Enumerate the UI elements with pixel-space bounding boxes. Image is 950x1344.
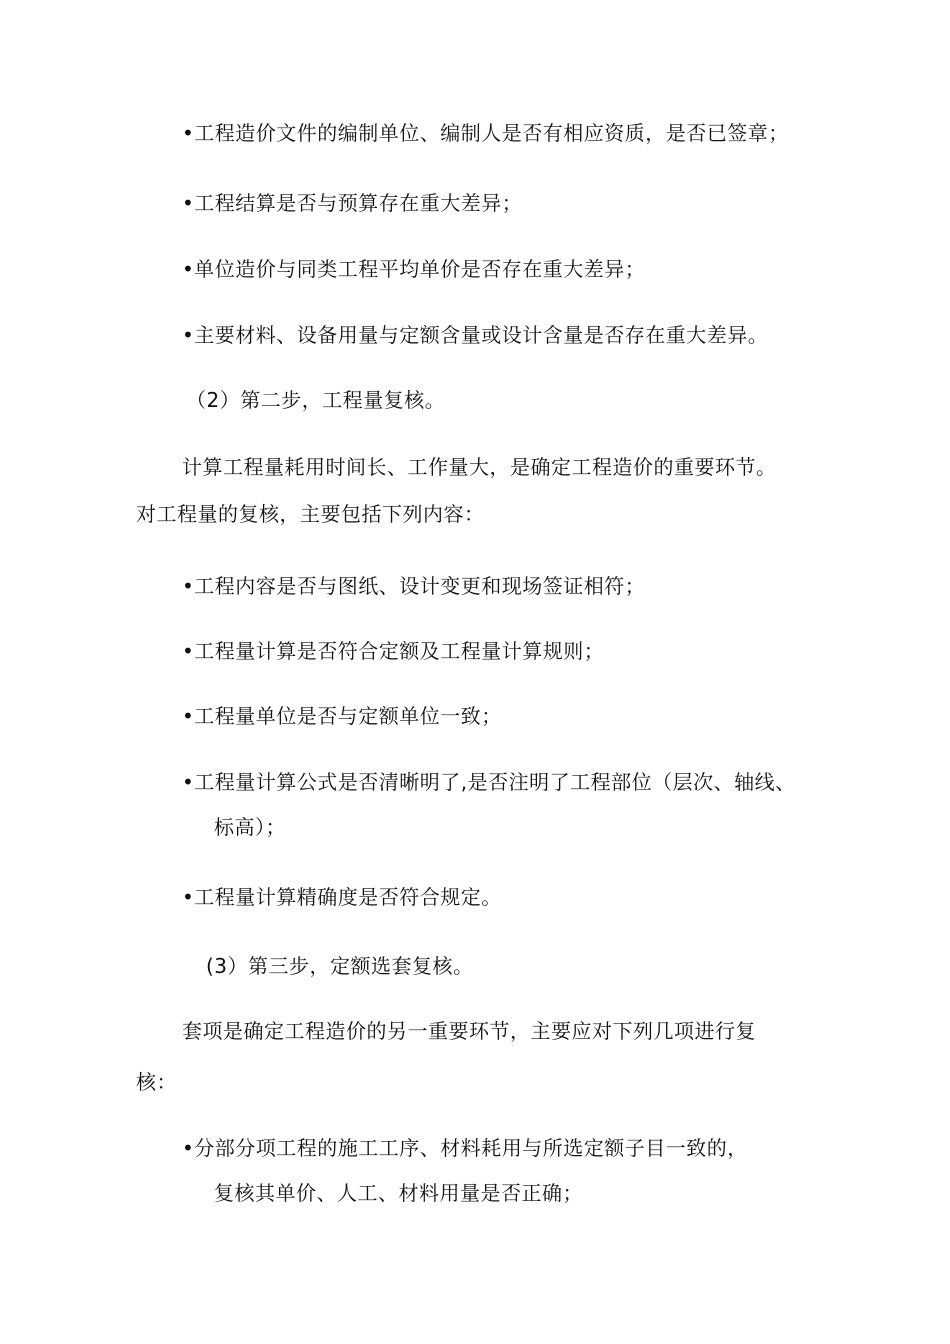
- paragraph-quantity-intro: 计算工程量耗用时间长、工作量大，是确定工程造价的重要环节。: [182, 455, 777, 479]
- paragraph-quantity-intro-cont: 对工程量的复核，主要包括下列内容：: [136, 502, 485, 526]
- bullet-qualification-check: •工程造价文件的编制单位、编制人是否有相应资质，是否已签章；: [182, 121, 789, 145]
- bullet-calculation-rules: •工程量计算是否符合定额及工程量计算规则；: [182, 639, 605, 663]
- bullet-content-match: •工程内容是否与图纸、设计变更和现场签证相符；: [182, 574, 646, 598]
- paragraph-norm-selection-cont: 核：: [136, 1070, 177, 1094]
- bullet-precision: •工程量计算精确度是否符合规定。: [182, 885, 502, 909]
- bullet-formula-clarity-cont: 标高）；: [214, 815, 286, 839]
- bullet-subitem-consistent-cont: 复核其单价、人工、材料用量是否正确；: [214, 1181, 583, 1205]
- step-3-heading: (3）第三步，定额选套复核。: [206, 954, 474, 978]
- bullet-material-quantity: •主要材料、设备用量与定额含量或设计含量是否存在重大差异。: [182, 323, 769, 347]
- step-2-heading: （2）第二步，工程量复核。: [186, 388, 446, 412]
- bullet-unit-cost-comparison: •单位造价与同类工程平均单价是否存在重大差异；: [182, 257, 646, 281]
- bullet-settlement-vs-budget: •工程结算是否与预算存在重大差异；: [182, 191, 523, 215]
- bullet-subitem-consistent: •分部分项工程的施工工序、材料耗用与所选定额子目一致的，: [182, 1136, 748, 1160]
- paragraph-norm-selection: 套项是确定工程造价的另一重要环节，主要应对下列几项进行复: [182, 1019, 756, 1043]
- bullet-formula-clarity: •工程量计算公式是否清晰明了,是否注明了工程部位（层次、轴线、: [182, 770, 796, 794]
- bullet-unit-consistency: •工程量单位是否与定额单位一致；: [182, 704, 502, 728]
